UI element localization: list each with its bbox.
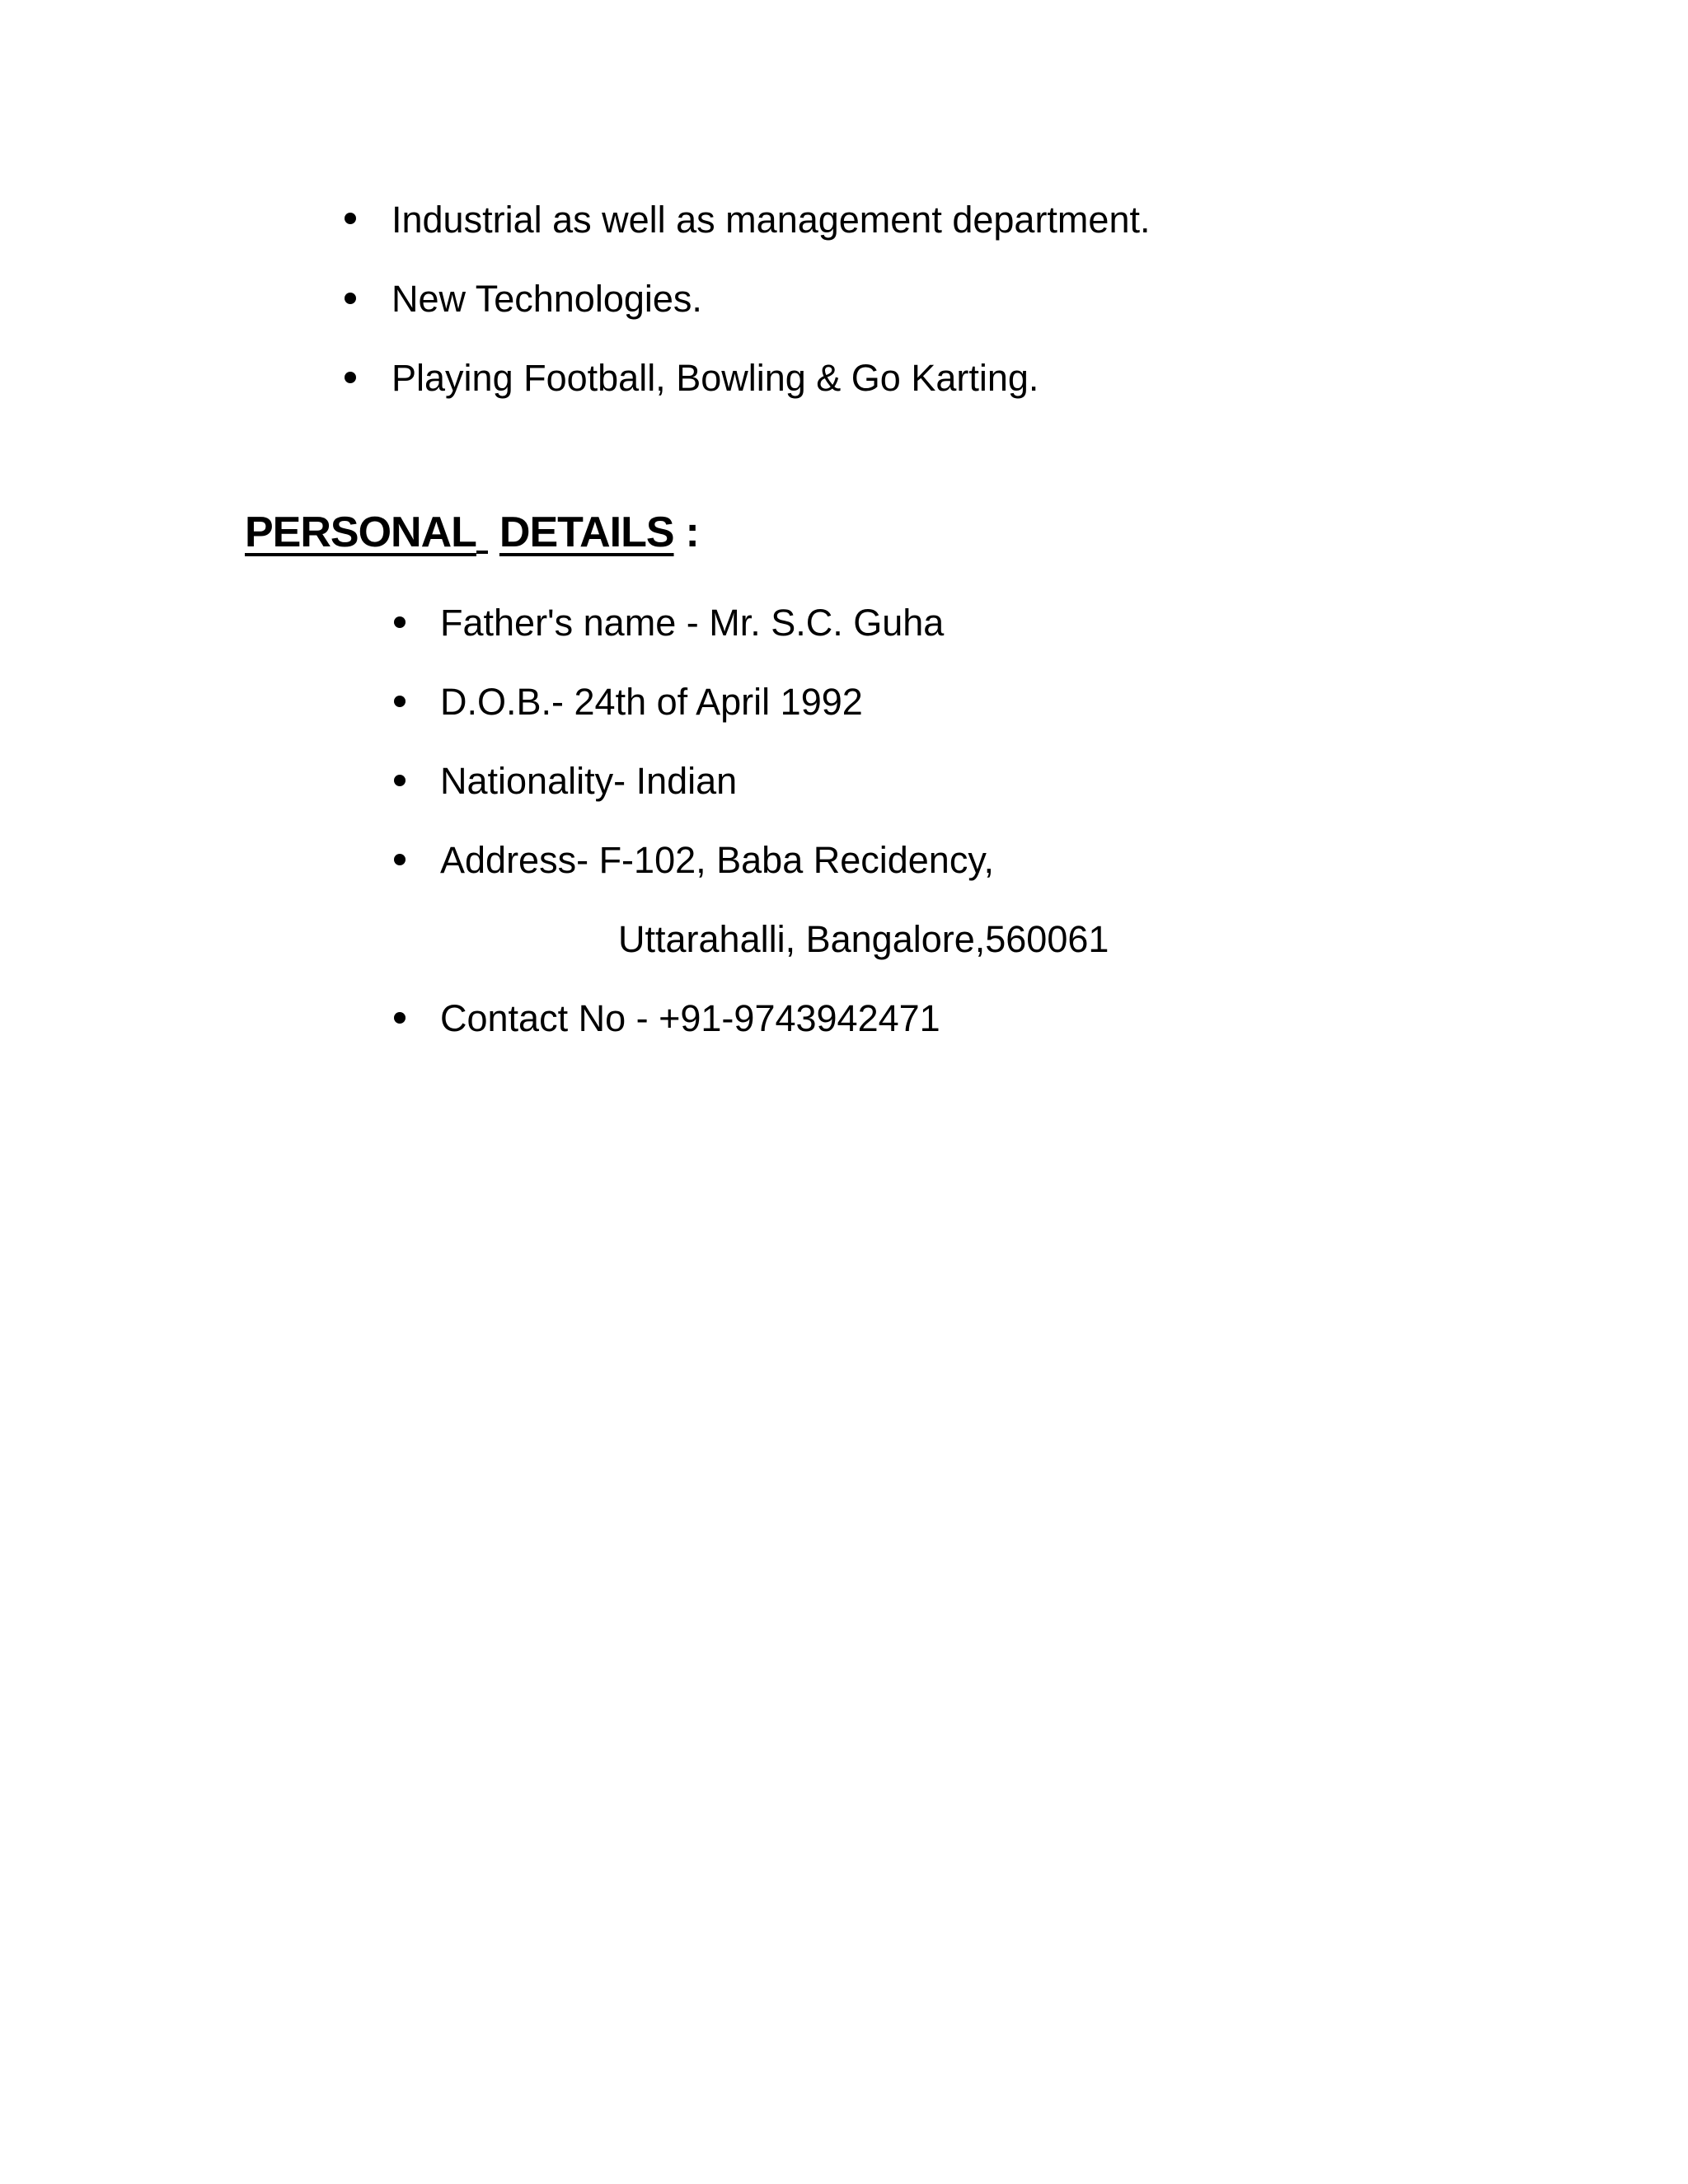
bullet-icon bbox=[345, 293, 356, 304]
bullet-icon bbox=[394, 696, 406, 707]
date-of-birth: D.O.B.- 24th of April 1992 bbox=[440, 681, 863, 723]
bullet-icon bbox=[394, 616, 406, 628]
address-line-1: Address- F-102, Baba Recidency, bbox=[440, 839, 994, 881]
interest-item: Playing Football, Bowling & Go Karting. bbox=[392, 357, 1039, 399]
bullet-icon bbox=[394, 854, 406, 865]
address-line-2: Uttarahalli, Bangalore,560061 bbox=[618, 918, 1109, 960]
heading-word-personal: PERSONAL bbox=[245, 509, 476, 556]
section-heading-personal-details bbox=[245, 511, 699, 554]
fathers-name: Father's name - Mr. S.C. Guha bbox=[440, 602, 945, 644]
interest-item: New Technologies. bbox=[392, 278, 702, 320]
bullet-icon bbox=[394, 775, 406, 786]
bullet-icon bbox=[345, 213, 356, 224]
interest-item: Industrial as well as management department. bbox=[392, 199, 1151, 241]
bullet-icon bbox=[394, 1012, 406, 1024]
nationality: Nationality- Indian bbox=[440, 760, 738, 802]
heading-colon: : bbox=[685, 509, 699, 556]
bullet-icon bbox=[345, 372, 356, 383]
contact-number: Contact No - +91-9743942471 bbox=[440, 997, 940, 1039]
heading-word-details: DETAILS bbox=[499, 509, 674, 556]
